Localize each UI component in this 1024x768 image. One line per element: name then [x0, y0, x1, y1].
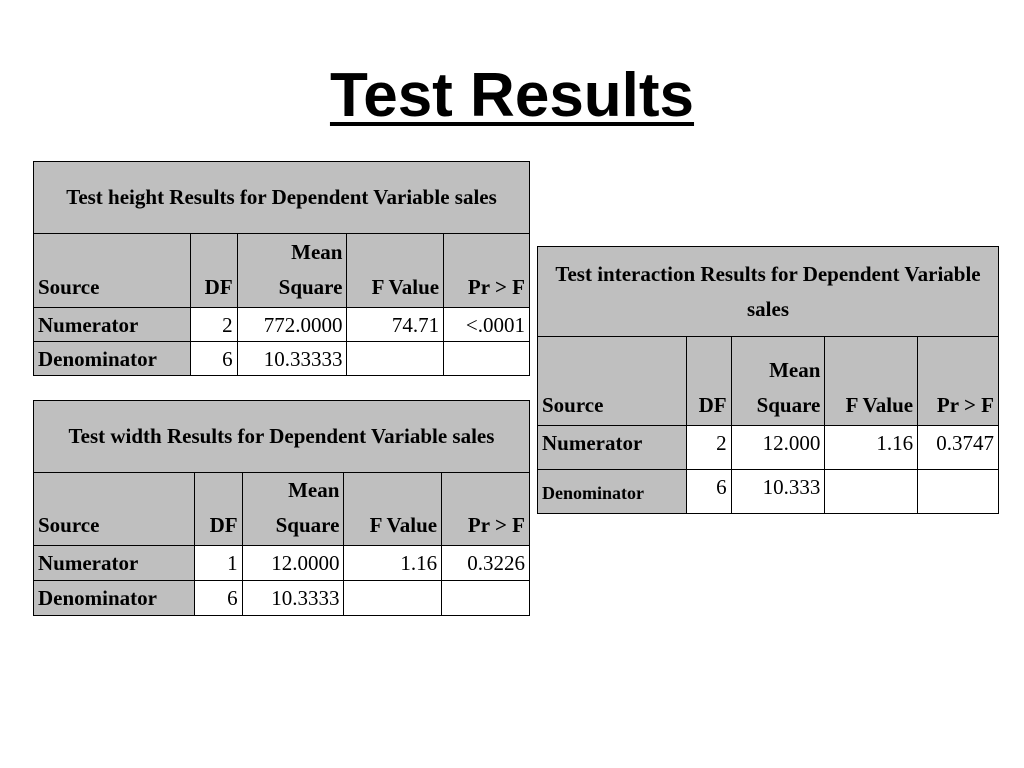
column-header-df: DF — [194, 473, 242, 546]
cell-df: 2 — [686, 426, 731, 470]
column-header-pr-f: Pr > F — [918, 337, 999, 426]
cell-mean-square: 10.333 — [731, 470, 825, 514]
table-row — [34, 581, 530, 616]
column-header-source: Source — [538, 337, 687, 426]
width-results-table — [33, 400, 530, 616]
cell-f-value — [347, 342, 444, 376]
row-source: Numerator — [34, 546, 195, 581]
column-header-f-value: F Value — [344, 473, 442, 546]
table-row — [538, 426, 999, 470]
cell-df: 1 — [194, 546, 242, 581]
column-header-df: DF — [686, 337, 731, 426]
cell-pr-f — [918, 470, 999, 514]
cell-pr-f: 0.3747 — [918, 426, 999, 470]
column-header-f-value: F Value — [347, 234, 444, 308]
cell-mean-square: 10.33333 — [237, 342, 347, 376]
column-header-mean-square — [237, 234, 347, 308]
cell-f-value: 1.16 — [344, 546, 442, 581]
cell-f-value — [825, 470, 918, 514]
cell-mean-square: 10.3333 — [242, 581, 344, 616]
mean-square-line2: Square — [278, 275, 343, 299]
cell-df: 6 — [194, 581, 242, 616]
cell-df: 6 — [686, 470, 731, 514]
cell-pr-f — [442, 581, 530, 616]
column-header-pr-f: Pr > F — [442, 473, 530, 546]
cell-pr-f: <.0001 — [444, 308, 530, 342]
table-caption: Test interaction Results for Dependent Variable sales — [538, 247, 999, 337]
cell-f-value: 74.71 — [347, 308, 444, 342]
table-row — [34, 342, 530, 376]
column-header-df: DF — [190, 234, 237, 308]
cell-df: 2 — [190, 308, 237, 342]
column-header-source: Source — [34, 473, 195, 546]
cell-mean-square: 772.0000 — [237, 308, 347, 342]
table-row — [34, 546, 530, 581]
interaction-results-table — [537, 246, 999, 514]
table-caption: Test height Results for Dependent Variable sales — [34, 162, 530, 234]
column-header-mean-square — [731, 337, 825, 426]
mean-square-line1: Mean — [291, 240, 343, 264]
column-header-pr-f: Pr > F — [444, 234, 530, 308]
row-source: Numerator — [538, 426, 687, 470]
height-results-table — [33, 161, 530, 376]
row-source: Denominator — [34, 581, 195, 616]
cell-pr-f: 0.3226 — [442, 546, 530, 581]
column-header-mean-square — [242, 473, 344, 546]
column-header-source: Source — [34, 234, 191, 308]
mean-square-line1: Mean — [769, 358, 821, 382]
table-caption: Test width Results for Dependent Variable sales — [34, 401, 530, 473]
row-source: Denominator — [538, 470, 687, 514]
table-row — [34, 308, 530, 342]
cell-mean-square: 12.000 — [731, 426, 825, 470]
cell-f-value: 1.16 — [825, 426, 918, 470]
slide-title-text: Test Results — [329, 61, 695, 130]
row-source: Denominator — [34, 342, 191, 376]
mean-square-line2: Square — [756, 393, 821, 417]
column-header-f-value: F Value — [825, 337, 918, 426]
cell-f-value — [344, 581, 442, 616]
mean-square-line1: Mean — [288, 478, 340, 502]
mean-square-line2: Square — [275, 513, 340, 537]
row-source: Numerator — [34, 308, 191, 342]
cell-pr-f — [444, 342, 530, 376]
table-row — [538, 470, 999, 514]
slide-title — [0, 62, 1024, 130]
cell-mean-square: 12.0000 — [242, 546, 344, 581]
cell-df: 6 — [190, 342, 237, 376]
